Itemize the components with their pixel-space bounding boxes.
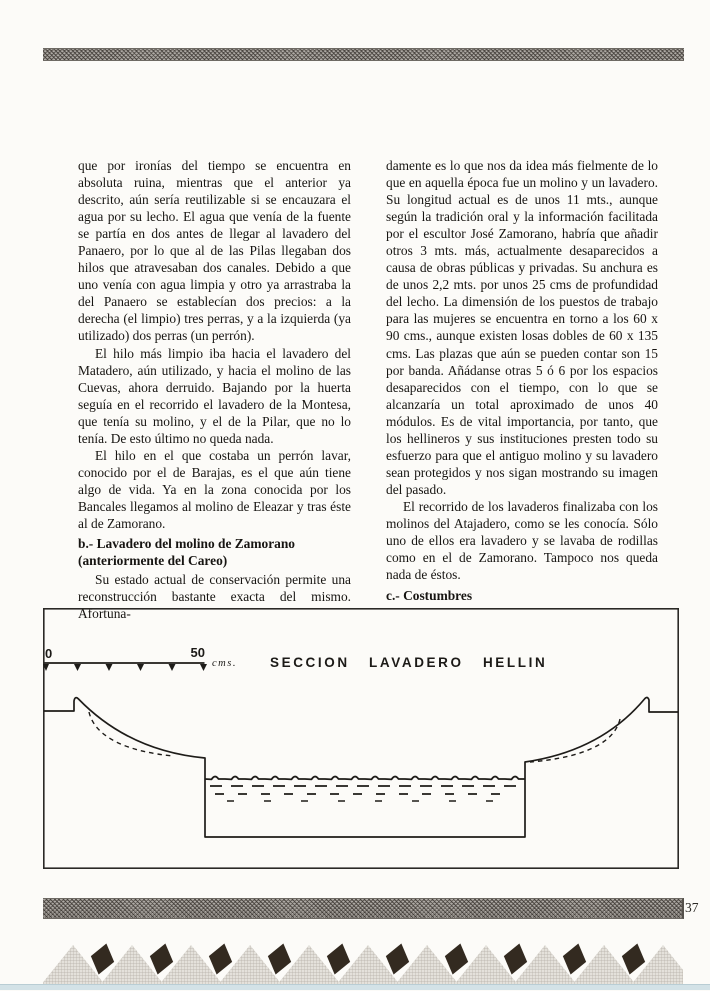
right-dashed-curve (530, 719, 620, 762)
water-surface (205, 777, 525, 780)
figure-title: SECCION LAVADERO HELLIN (270, 655, 548, 670)
scale-bar-ticks (43, 664, 207, 671)
figure-frame (44, 609, 678, 868)
section-heading-c: c.- Costumbres (386, 588, 473, 604)
paragraph: Su estado actual de conservación permite una reconstrucción bastante exacta del mismo. Afortuna- (78, 572, 351, 622)
section-heading-b: b.- Lavadero del molino de Zamorano (anteriormente del Careo) (78, 536, 295, 569)
page-number: 37 (685, 900, 699, 915)
cross-section-svg (43, 608, 679, 869)
top-decorative-bar (43, 48, 684, 61)
paragraph: El recorrido de los lavaderos finalizaba con los molinos del Atajadero, como se les conocía. Sólo uno de ellos era lavadero y se lavaba de rodillas como en el de Zamorano. Tampoco nos queda nada de éstos. (386, 498, 658, 583)
frieze-band (43, 942, 683, 986)
paragraph: El hilo más limpio iba hacia el lavadero del Matadero, aún utilizado, y hacia el molino de las Cuevas, ahora derruido. Bajando por la huerta seguía en el recorrido el lavadero de la Montesa, que tenía su molino, y el de la Pilar, que no lo tenía. De esto último no queda nada. (78, 345, 351, 446)
scale-unit-label: cms. (212, 658, 237, 669)
paragraph: El hilo en el que costaba un perrón lavar, conocido por el de Barajas, es el que aún tiene algo de vida. Ya en la zona conocida por los Bancales llegamos al molino de Eleazar y tras éste al de Zamorano. (78, 447, 351, 531)
basin-profile-line (44, 697, 678, 837)
left-text-column (78, 157, 351, 622)
scale-zero-label: 0 (45, 646, 53, 661)
water-dashes (210, 786, 520, 801)
paragraph: que por ironías del tiempo se encuentra en absoluta ruina, mientras que el anterior ya descrito, aún sería reutilizable si se encauzara el agua por su lecho. El agua que venía de la fuente se partía en dos antes de llegar al lavadero del Panaero, por lo que al de las Pilas llegaban dos hilos que atravesaban dos canales. Debido a que uno venía con agua limpia y otro ya arrastraba la del Panaero se establecían dos precios: a la derecha (el limpio) tres perras, y a la izquierda (ya utilizado) dos perras (un perrón). (78, 158, 351, 344)
scale-fifty-label: 50 (190, 645, 205, 660)
frieze (43, 942, 683, 986)
right-text-column (386, 157, 658, 606)
paragraph: damente es lo que nos da idea más fielmente de lo que en aquella época fue un molino y un lavadero. Su longitud actual es de unos 11 mts., aunque según la tradición oral y la información facilitada por el escultor José Zamorano, habría que añadir otros 3 mts. más, actualmente desaparecidos a causa de obras públicas y privadas. Su anchura es de unos 2,2 mts. por unos 25 cms de profundidad del lecho. La dimensión de los puestos de trabajo para las mujeres se encuentra en torno a los 60 x 90 cms., aunque existen losas dobles de 60 x 135 cms. Las plazas que aún se pueden contar son 15 por banda. Añádanse otras 5 ó 6 por los espacios desaparecidos con el tiempo, con lo que se alcanzaría un total aproximado de unos 40 módulos. Es de vital importancia, por tanto, que los hellineros y sus instituciones presten todo su esfuerzo para que el antiguo molino y su lavadero sean protegidos y nos sigan mostrando su imagen del pasado. (386, 158, 658, 497)
bottom-decorative-bar (43, 898, 684, 919)
scan-edge-strip (0, 984, 710, 990)
figure-cross-section (43, 608, 679, 869)
